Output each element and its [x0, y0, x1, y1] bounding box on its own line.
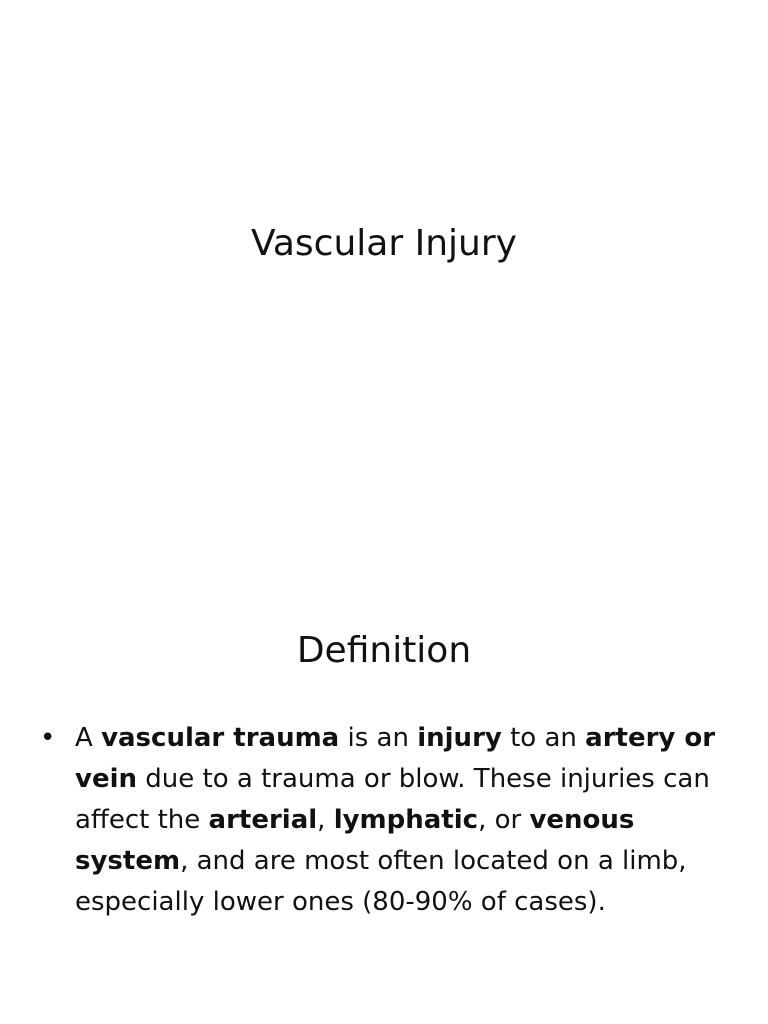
- bullet-text-plain: , or: [478, 805, 530, 835]
- bullet-text-bold: arterial: [208, 805, 318, 835]
- bullet-text-bold: artery or vein: [75, 723, 716, 794]
- bullet-text-plain: due to a trauma or blow. These injuries can affect the: [75, 764, 710, 835]
- bullet-text-plain: , and are most often located on a limb, especially lower ones (80-90% of cases).: [75, 846, 687, 917]
- bullet-dot-icon: •: [40, 723, 56, 753]
- bullet-text-bold: lymphatic: [333, 805, 479, 835]
- slide-definition: [0, 512, 768, 1024]
- bullet-text-plain: is an: [339, 723, 418, 753]
- bullet-text-plain: to an: [501, 723, 586, 753]
- definition-heading: Definition: [296, 630, 472, 671]
- bullet-text-bold: venous system: [75, 805, 635, 876]
- bullet-text-plain: A: [75, 723, 102, 753]
- bullet-text-plain: ,: [317, 805, 334, 835]
- bullet-text-bold: injury: [417, 723, 502, 753]
- definition-bullet-item: [40, 718, 730, 923]
- slide-title-heading: Vascular Injury: [251, 223, 517, 264]
- bullet-text-bold: vascular trauma: [101, 723, 340, 753]
- definition-bullet-list: [40, 718, 730, 923]
